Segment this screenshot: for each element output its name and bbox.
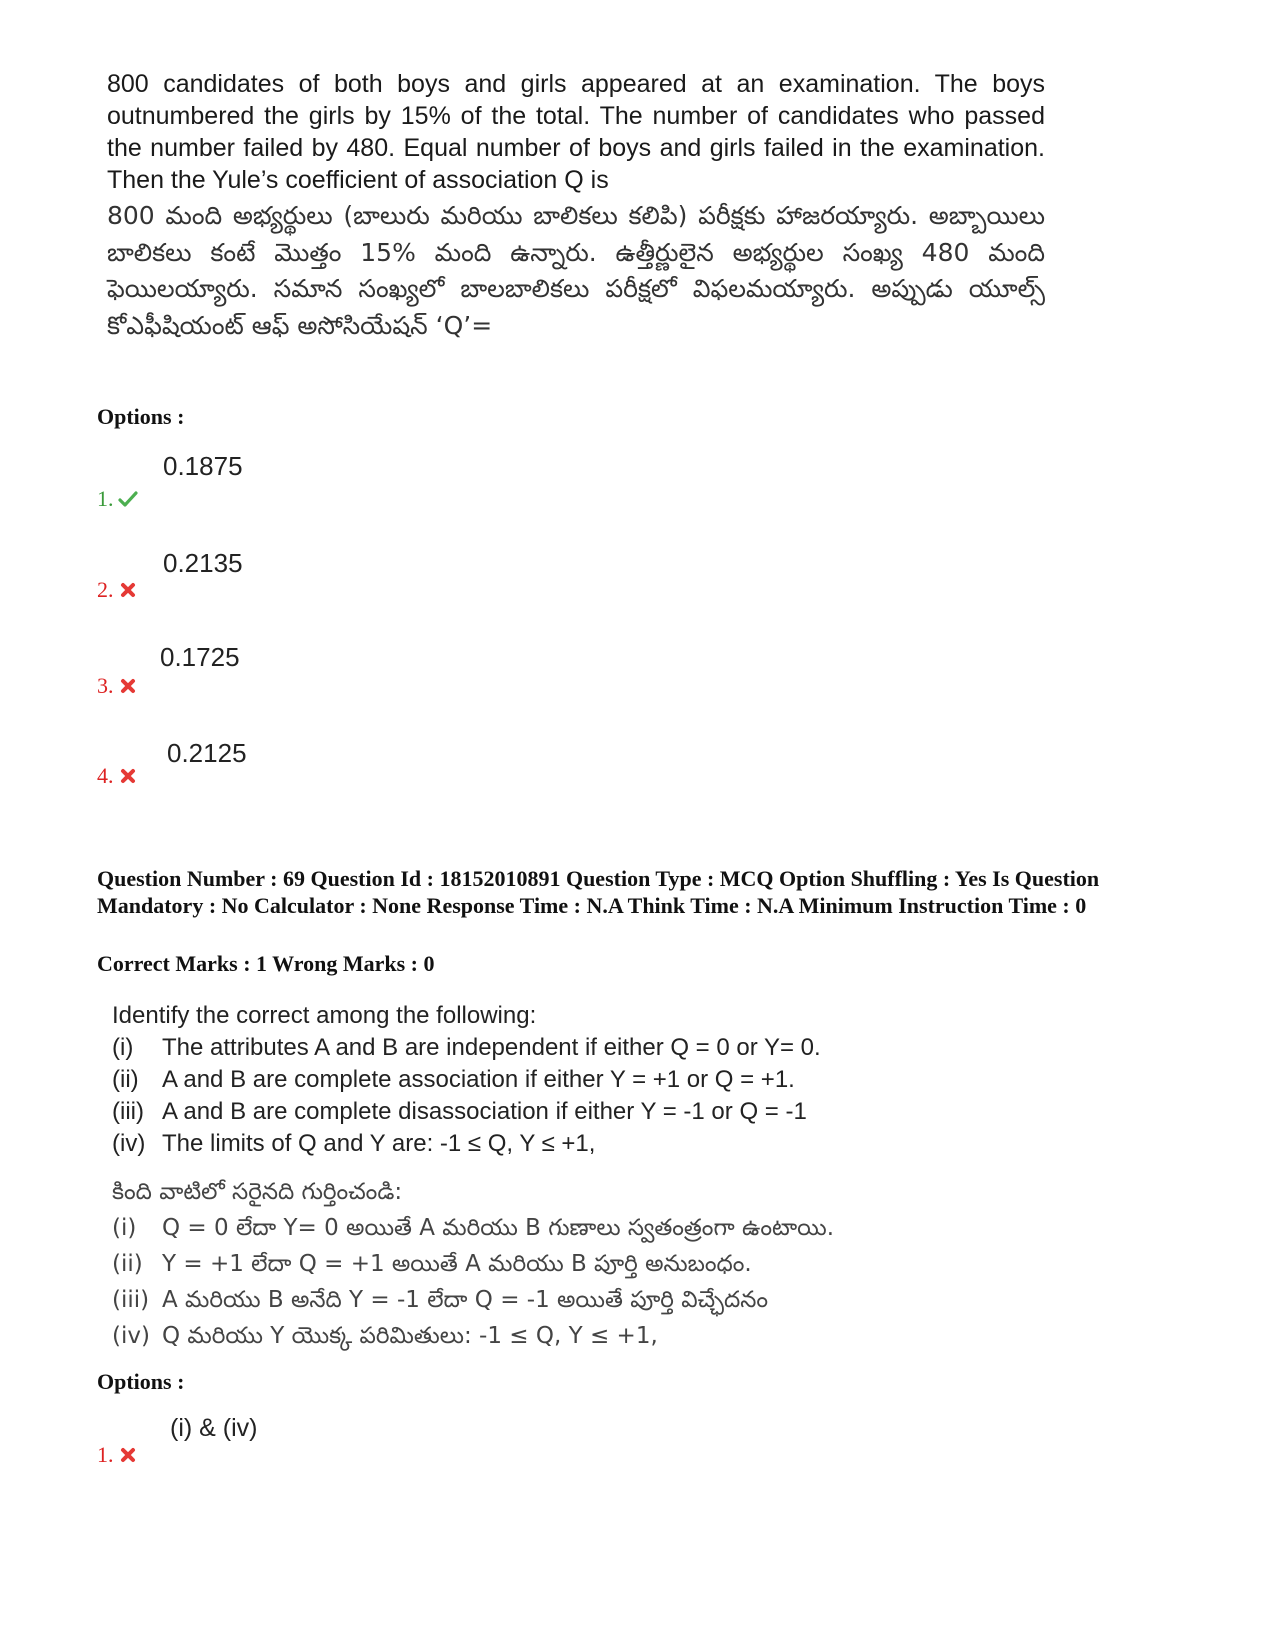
list-item: [112, 1210, 1112, 1246]
question-english-title: [112, 1000, 1112, 1032]
list-item: [112, 1064, 1112, 1096]
item-number: (i): [112, 1034, 134, 1061]
option-number-label: 4.: [97, 763, 114, 788]
item-number: (iv): [112, 1323, 150, 1349]
option-number: [97, 486, 138, 512]
item-text: The attributes A and B are independent if either Q = 0 or Y= 0.: [162, 1034, 821, 1061]
option-number: [97, 1442, 138, 1468]
option-value: 0.1875: [163, 451, 243, 481]
question-69-text: [112, 1000, 1112, 1354]
cross-icon: [118, 676, 138, 696]
item-text: Q మరియు Y యొక్క పరిమితులు: -1 ≤ Q, Y ≤ +1,: [162, 1323, 658, 1349]
option-value: 0.2125: [167, 738, 247, 768]
list-item: [112, 1096, 1112, 1128]
question-meta: Question Number : 69 Question Id : 18152010891 Question Type : MCQ Option Shuffling : Yes Is Question Mandatory : No Calculator : None Response Time : N.A Think Time : N.A Minimum Instruction Time : 0: [97, 866, 1100, 918]
option-number: [97, 673, 138, 699]
question-telugu-title: [112, 1174, 1112, 1210]
title-text: కింది వాటిలో సరైనది గుర్తించండి:: [112, 1179, 403, 1205]
options-label: Options :: [97, 1369, 185, 1394]
list-item: [112, 1032, 1112, 1064]
list-item: [112, 1128, 1112, 1160]
item-text: A and B are complete association if either Y = +1 or Q = +1.: [162, 1066, 795, 1093]
question-telugu: 800 మంది అభ్యర్థులు (బాలురు మరియు బాలికలు కలిపి) పరీక్షకు హాజరయ్యారు. అబ్బాయిలు బాలికలు కంటే మొత్తం 15% మంది ఉన్నారు. ఉత్తీర్ణులైన అభ్యర్థుల సంఖ్య 480 మంది ఫెయిలయ్యారు. సమాన సంఖ్యలో బాలబాలికలు పరీక్షలో విఫలమయ్యారు. అప్పుడు యూల్స్ కోఎఫీషియంట్ ఆఫ్ అసోసియేషన్ ‘Q’=: [107, 201, 1045, 340]
option-number: [97, 763, 138, 789]
title-text: Identify the correct among the following:: [112, 1002, 537, 1029]
item-number: (iv): [112, 1130, 146, 1157]
item-text: Q = 0 లేదా Y= 0 అయితే A మరియు B గుణాలు స్వతంత్రంగా ఉంటాయి.: [162, 1215, 835, 1241]
cross-icon: [118, 1445, 138, 1465]
option-number-label: 2.: [97, 577, 114, 602]
item-number: (iii): [112, 1287, 150, 1313]
option-value: (i) & (iv): [170, 1414, 258, 1442]
cross-icon: [118, 580, 138, 600]
item-number: (ii): [112, 1251, 143, 1277]
question-68-text: [107, 68, 1045, 344]
item-text: A మరియు B అనేది Y = -1 లేదా Q = -1 అయితే పూర్తి విచ్ఛేదనం: [162, 1287, 769, 1313]
check-icon: [118, 489, 138, 509]
option-number-label: 3.: [97, 673, 114, 698]
option-number-label: 1.: [97, 1442, 114, 1467]
cross-icon: [118, 766, 138, 786]
option-value: 0.1725: [160, 642, 240, 672]
list-item: [112, 1282, 1112, 1318]
question-marks: Correct Marks : 1 Wrong Marks : 0: [97, 951, 435, 976]
option-number-label: 1.: [97, 486, 114, 511]
item-number: (i): [112, 1215, 137, 1241]
list-item: [112, 1246, 1112, 1282]
item-number: (ii): [112, 1066, 139, 1093]
item-text: A and B are complete disassociation if either Y = -1 or Q = -1: [162, 1098, 807, 1125]
option-number: [97, 577, 138, 603]
item-number: (iii): [112, 1098, 144, 1125]
options-label: Options :: [97, 404, 185, 429]
item-text: The limits of Q and Y are: -1 ≤ Q, Y ≤ +1,: [162, 1130, 596, 1157]
option-value: 0.2135: [163, 548, 243, 578]
item-text: Y = +1 లేదా Q = +1 అయితే A మరియు B పూర్తి అనుబంధం.: [162, 1251, 752, 1277]
list-item: [112, 1318, 1112, 1354]
question-english: 800 candidates of both boys and girls appeared at an examination. The boys outnumbered the girls by 15% of the total. The number of candidates who passed the number failed by 480. Equal number of boys and girls failed in the examination. Then the Yule’s coefficient of association Q is: [107, 70, 1045, 194]
